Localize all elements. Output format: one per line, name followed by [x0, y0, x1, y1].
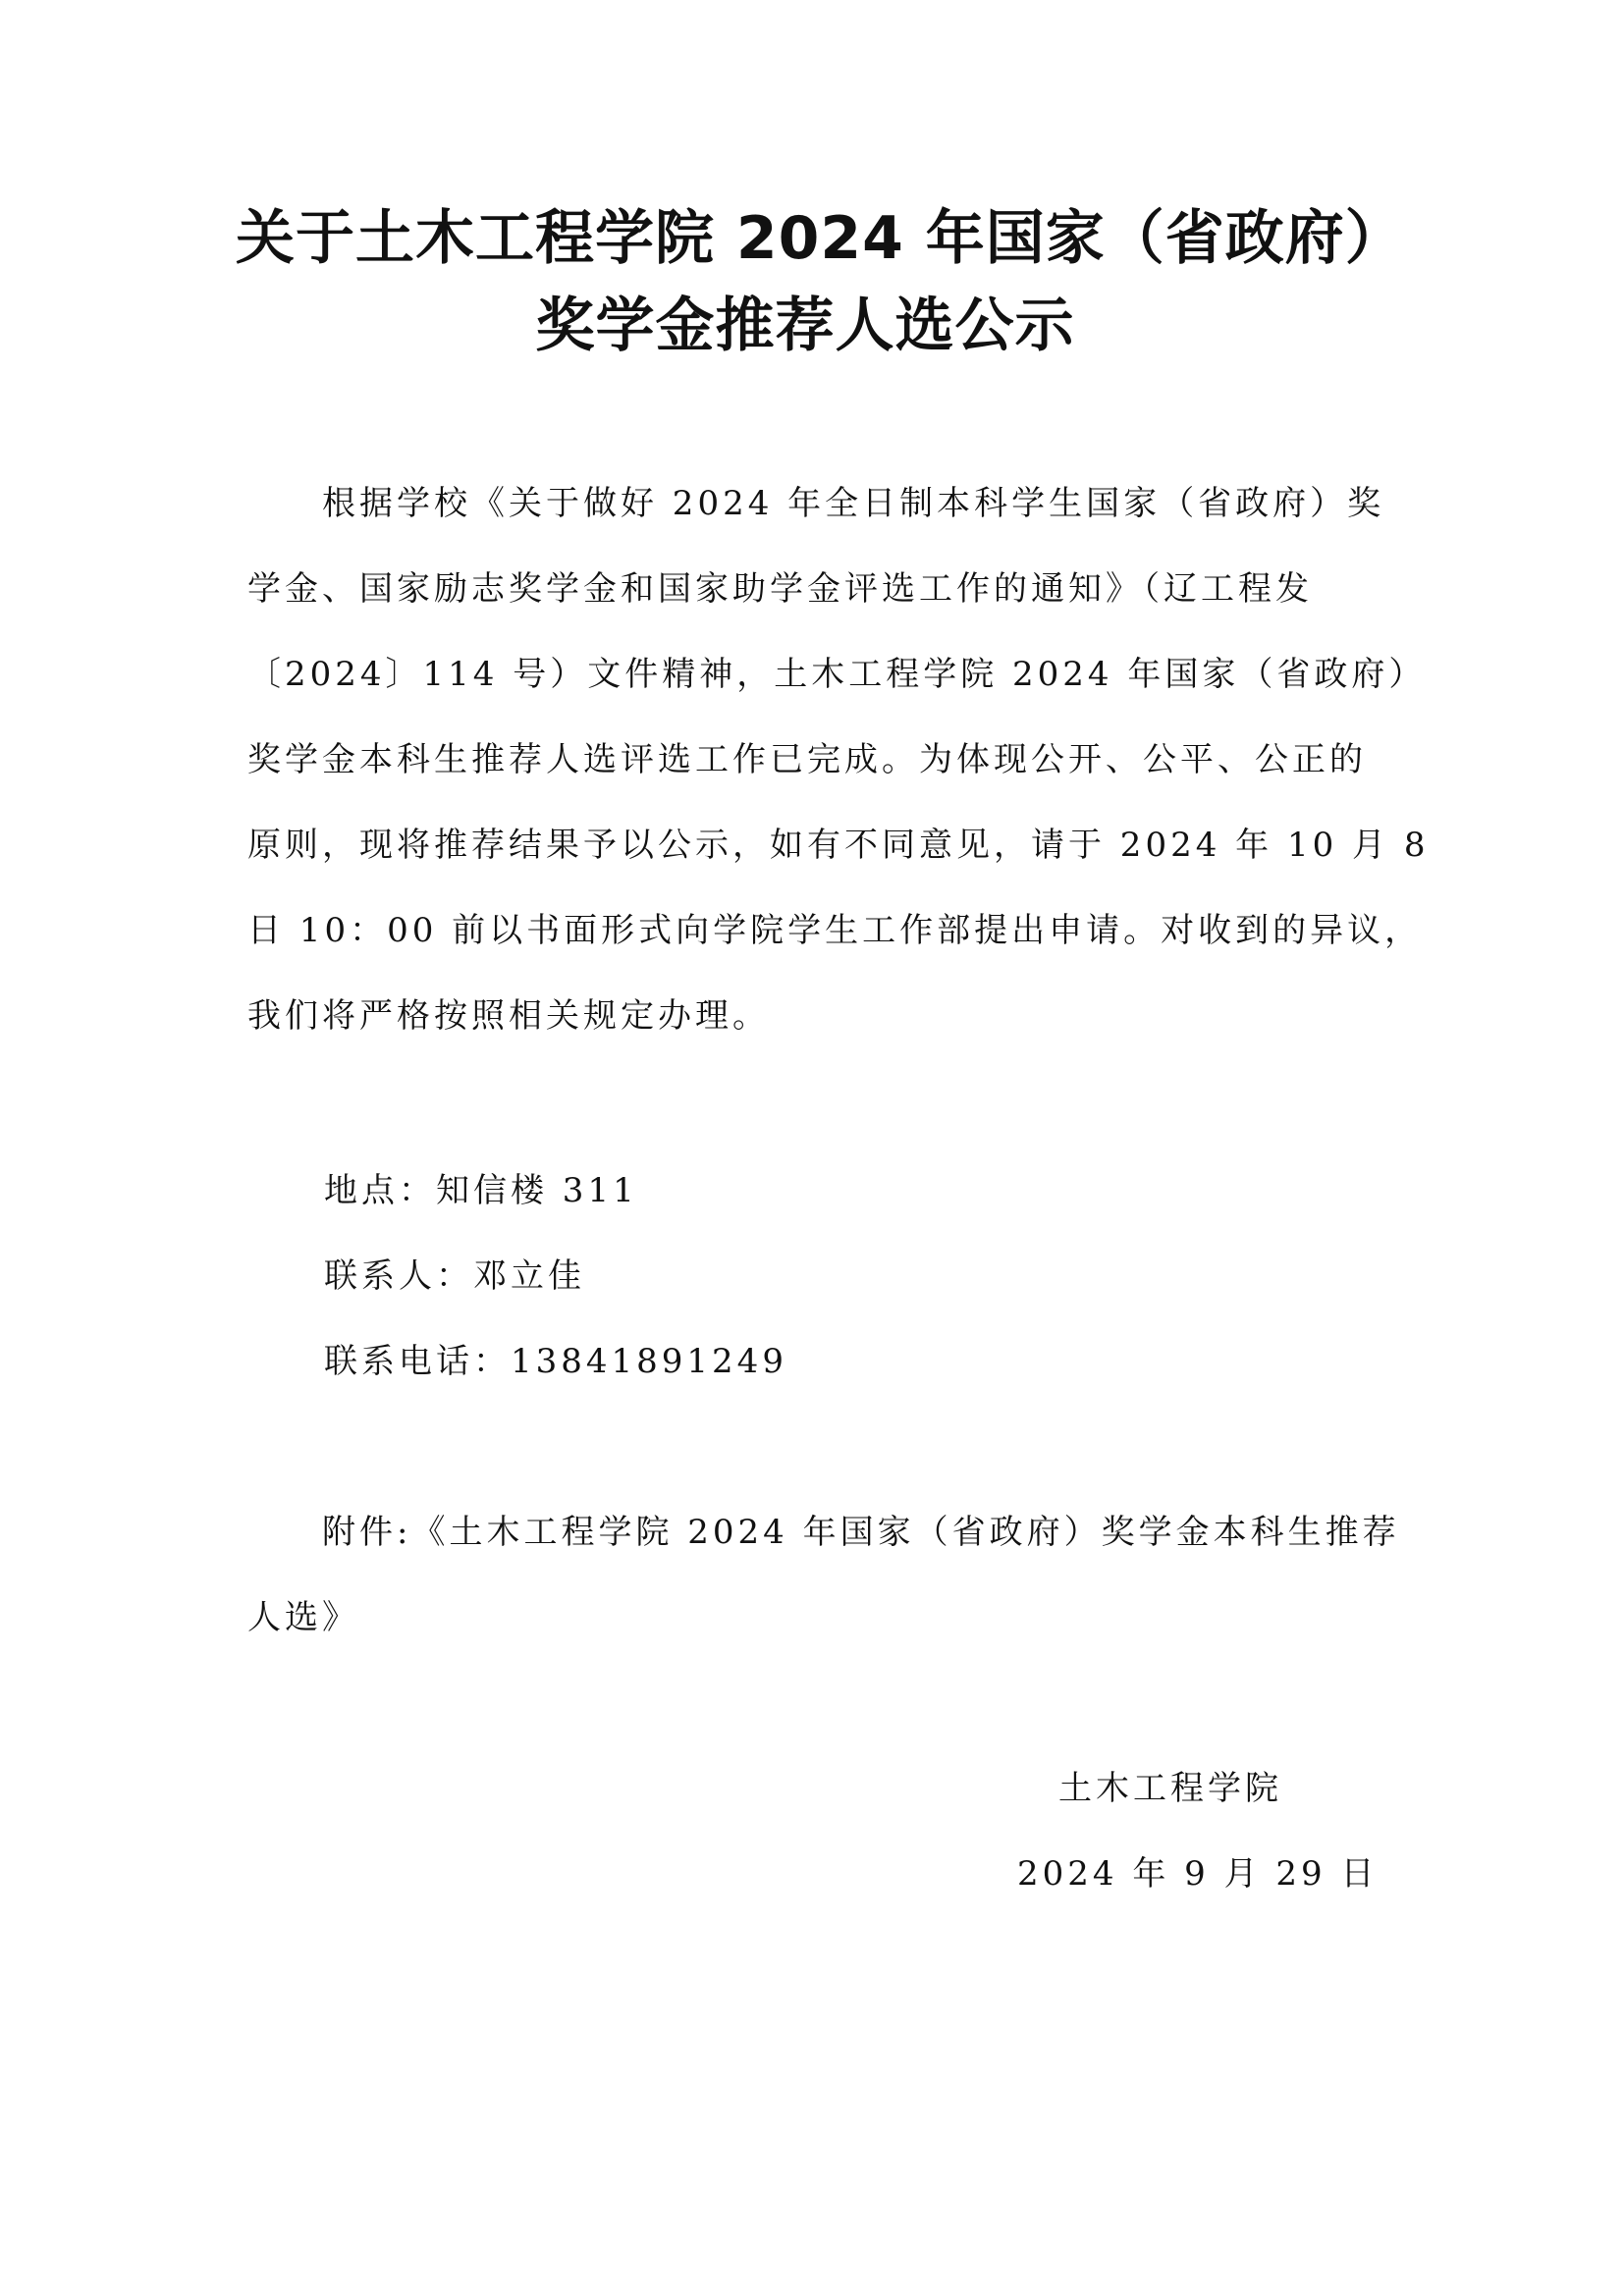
body-line: 奖学金本科生推荐人选评选工作已完成。为体现公开、公平、公正的 — [247, 740, 1367, 779]
attachment-paragraph — [247, 1490, 1400, 1661]
signature-organization: 土木工程学院 — [1058, 1769, 1282, 1808]
body-line: 我们将严格按照相关规定办理。 — [247, 996, 770, 1036]
attachment-line: 附件:《土木工程学院 2024 年国家（省政府）奖学金本科生推荐 — [247, 1513, 1400, 1552]
body-line: 日 10：00 前以书面形式向学院学生工作部提出申请。对收到的异议， — [247, 911, 1423, 950]
contact-phone-line: 联系电话：13841891249 — [324, 1342, 787, 1381]
location-line: 地点：知信楼 311 — [324, 1171, 638, 1210]
page-title-line-2: 奖学金推荐人选公示 — [535, 292, 1075, 360]
attachment-line: 人选》 — [247, 1598, 359, 1637]
body-line: 学金、国家励志奖学金和国家助学金评选工作的通知》（辽工程发 — [247, 569, 1313, 609]
body-line: 根据学校《关于做好 2024 年全日制本科学生国家（省政府）奖 — [247, 484, 1385, 523]
signature-date: 2024 年 9 月 29 日 — [1017, 1854, 1379, 1894]
page-title-line-1: 关于土木工程学院 2024 年国家（省政府） — [236, 204, 1405, 273]
notice-body-paragraph — [247, 461, 1430, 1059]
body-line: 〔2024〕114 号）文件精神，土木工程学院 2024 年国家（省政府） — [247, 655, 1427, 694]
contact-person-line: 联系人：邓立佳 — [324, 1256, 585, 1296]
body-line: 原则，现将推荐结果予以公示，如有不同意见，请于 2024 年 10 月 8 — [247, 826, 1430, 865]
